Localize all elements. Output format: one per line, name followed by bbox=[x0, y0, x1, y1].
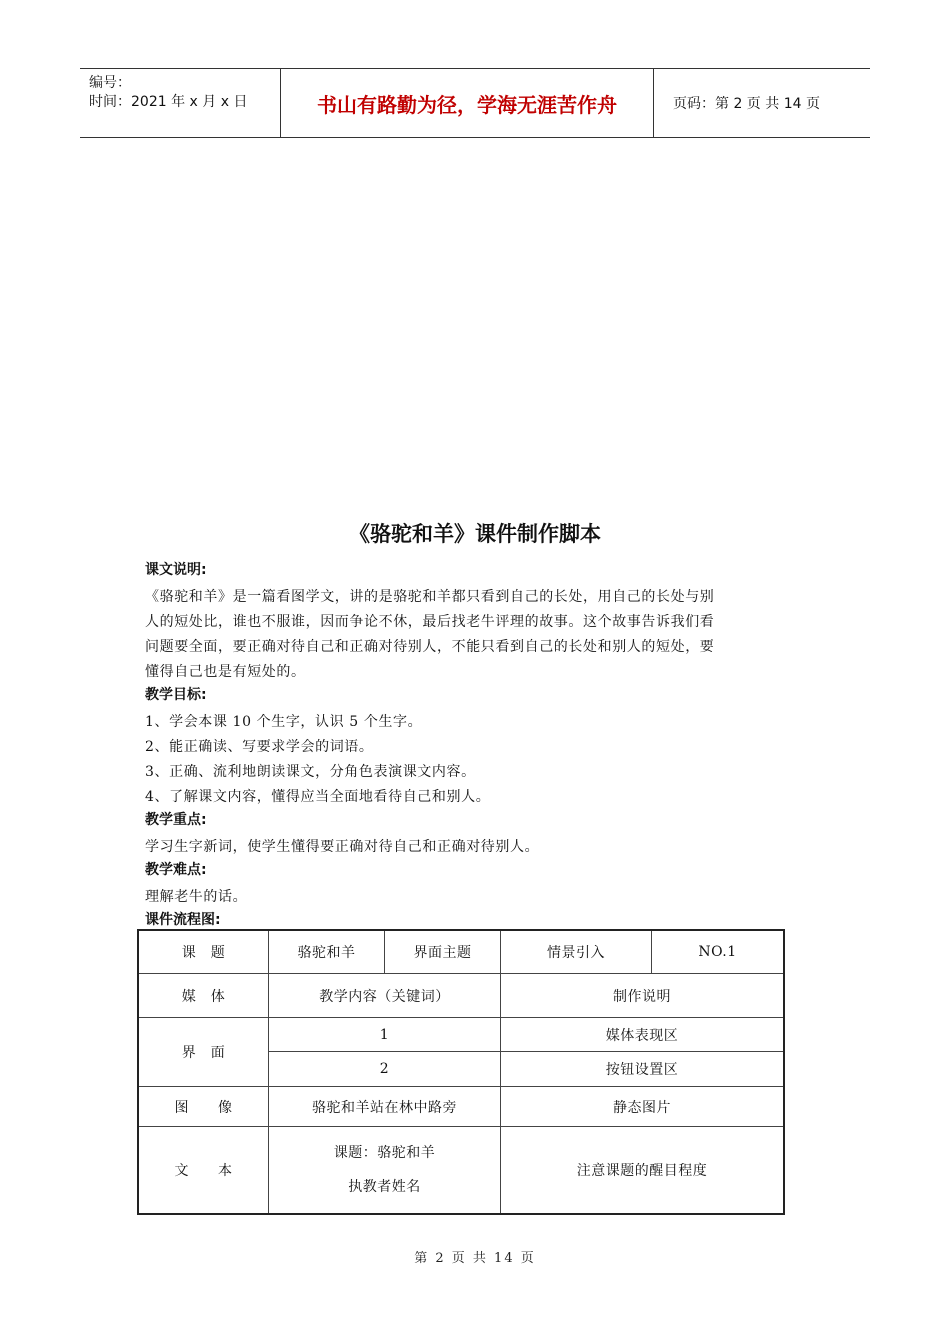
page-footer: 第 2 页 共 14 页 bbox=[414, 1251, 536, 1266]
page-info-text: 页码：第 2 页 共 14 页 bbox=[673, 96, 820, 112]
topic-value: 骆驼和羊 bbox=[297, 945, 356, 961]
theme-label: 界面主题 bbox=[413, 945, 472, 961]
row-label-image: 图 像 bbox=[174, 1099, 233, 1116]
goals-heading: 教学目标: bbox=[145, 687, 207, 703]
row-label-text: 文 本 bbox=[174, 1163, 233, 1179]
intro-line: 问题要全面，要正确对待自己和正确对待别人，不能只看到自己的长处和别人的短处，要 bbox=[145, 639, 715, 655]
theme-value: 情景引入 bbox=[547, 945, 605, 961]
page-header bbox=[80, 68, 870, 138]
document-title: 《骆驼和羊》课件制作脚本 bbox=[349, 522, 601, 546]
goal-item: 3、正确、流利地朗读课文，分角色表演课文内容。 bbox=[145, 764, 476, 780]
interface-a-number: 1 bbox=[379, 1026, 390, 1043]
key-text: 学习生字新词，使学生懂得要正确对待自己和正确对待别人。 bbox=[145, 839, 540, 855]
serial-label: 编号： bbox=[89, 75, 131, 91]
key-heading: 教学重点: bbox=[145, 812, 207, 828]
difficulty-text: 理解老牛的话。 bbox=[145, 889, 248, 905]
text-content-line: 执教者姓名 bbox=[348, 1179, 421, 1195]
date-label: 时间：2021 年 x 月 x 日 bbox=[89, 94, 248, 110]
header-meta-cell bbox=[80, 69, 281, 137]
header-page-info bbox=[663, 69, 870, 137]
content-header: 教学内容（关键词） bbox=[319, 988, 450, 1005]
difficulty-heading: 教学难点: bbox=[145, 862, 207, 878]
interface-a-desc: 媒体表现区 bbox=[605, 1027, 679, 1044]
goal-item: 1、学会本课 10 个生字，认识 5 个生字。 bbox=[145, 714, 423, 730]
document-body bbox=[145, 560, 810, 935]
row-label-interface: 界 面 bbox=[181, 1045, 226, 1061]
interface-b-number: 2 bbox=[379, 1061, 390, 1077]
image-notes: 静态图片 bbox=[613, 1099, 671, 1116]
interface-b-desc: 按钮设置区 bbox=[605, 1062, 679, 1078]
row-label-topic: 课 题 bbox=[181, 945, 226, 961]
text-content-line: 课题：骆驼和羊 bbox=[333, 1145, 436, 1161]
intro-line: 人的短处比，谁也不服谁，因而争论不休，最后找老牛评理的故事。这个故事告诉我们看 bbox=[145, 614, 715, 630]
notes-header: 制作说明 bbox=[613, 988, 671, 1005]
intro-heading: 课文说明: bbox=[145, 562, 207, 578]
header-motto: 书山有路勤为径，学海无涯苦作舟 bbox=[281, 69, 654, 137]
intro-line: 《骆驼和羊》是一篇看图学文，讲的是骆驼和羊都只看到自己的长处，用自己的长处与别 bbox=[145, 589, 715, 605]
intro-line: 懂得自己也是有短处的。 bbox=[145, 664, 306, 680]
flow-heading: 课件流程图: bbox=[145, 912, 221, 928]
frame-number: NO.1 bbox=[698, 944, 737, 960]
row-label-media: 媒 体 bbox=[181, 988, 226, 1005]
text-content bbox=[269, 1127, 500, 1213]
text-notes: 注意课题的醒目程度 bbox=[576, 1163, 708, 1179]
goal-item: 2、能正确读、写要求学会的词语。 bbox=[145, 739, 374, 755]
goal-item: 4、了解课文内容，懂得应当全面地看待自己和别人。 bbox=[145, 789, 491, 805]
image-content: 骆驼和羊站在林中路旁 bbox=[312, 1099, 457, 1116]
courseware-flow-table bbox=[137, 929, 785, 1215]
intro-paragraph bbox=[145, 585, 810, 685]
